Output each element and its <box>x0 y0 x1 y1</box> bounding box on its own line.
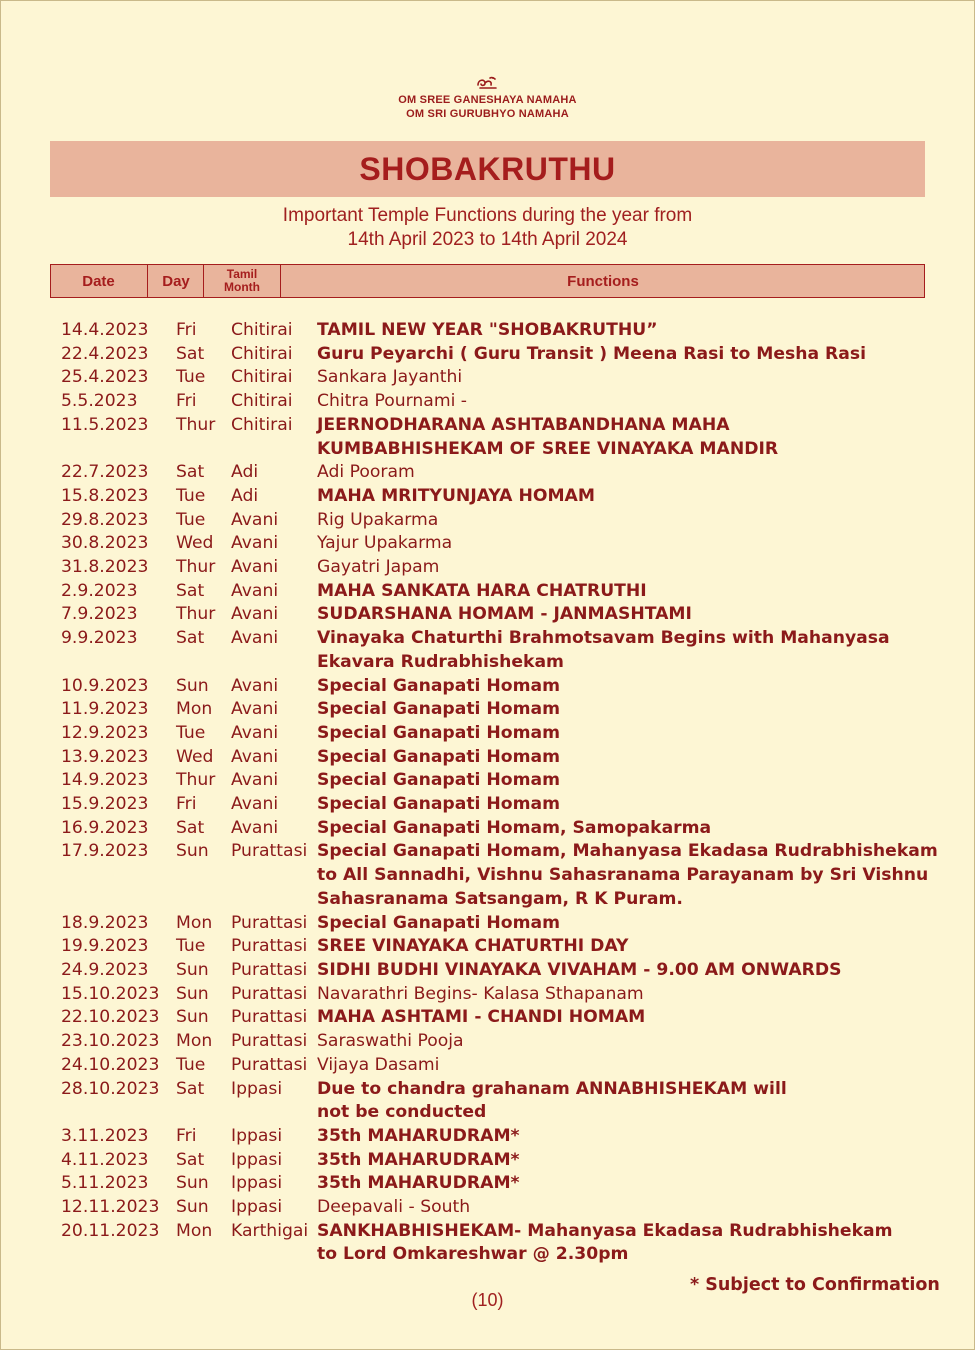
row-month: Purattasi <box>231 936 308 957</box>
row-day: Fri <box>176 391 197 412</box>
row-date: 22.4.2023 <box>61 343 149 364</box>
row-function: Saraswathi Pooja <box>317 1031 464 1052</box>
row-date: 18.9.2023 <box>61 912 149 933</box>
row-month: Avani <box>231 817 279 838</box>
row-month: Chitirai <box>231 391 293 412</box>
header-tamil-month-line2: Month <box>224 280 260 294</box>
row-function: Deepavali - South <box>317 1197 471 1218</box>
row-function: MAHA SANKATA HARA CHATRUTHI <box>317 580 647 601</box>
row-day: Thur <box>176 604 216 625</box>
table-row <box>61 1243 941 1267</box>
row-day: Tue <box>176 485 206 506</box>
row-function: 35th MAHARUDRAM* <box>317 1149 520 1170</box>
row-day: Tue <box>176 1054 206 1075</box>
row-day: Thur <box>176 770 216 791</box>
row-month: Purattasi <box>231 841 308 862</box>
row-function: Special Ganapati Homam <box>317 746 561 767</box>
table-header <box>50 264 925 298</box>
row-month <box>231 438 317 462</box>
header-tamil-month <box>203 265 280 297</box>
header-tamil-month-line1: Tamil <box>226 267 258 281</box>
table-row <box>61 366 941 390</box>
row-date: 29.8.2023 <box>61 509 149 530</box>
row-month: Adi <box>231 485 259 506</box>
row-month: Chitirai <box>231 343 293 364</box>
row-date: 11.5.2023 <box>61 414 149 435</box>
row-month: Avani <box>231 628 279 649</box>
row-function: JEERNODHARANA ASHTABANDHANA MAHA <box>317 414 730 435</box>
row-date: 28.10.2023 <box>61 1078 160 1099</box>
row-day: Wed <box>176 533 214 554</box>
row-month: Avani <box>231 533 279 554</box>
row-date <box>61 651 176 675</box>
row-date: 10.9.2023 <box>61 675 149 696</box>
row-day: Sun <box>176 1007 209 1028</box>
subtitle-line-1: Important Temple Functions during the year from <box>282 205 693 226</box>
row-date: 31.8.2023 <box>61 557 149 578</box>
row-function: Special Ganapati Homam <box>317 770 561 791</box>
row-function: TAMIL NEW YEAR "SHOBAKRUTHU” <box>317 320 658 340</box>
table-row <box>61 461 941 485</box>
row-function: to All Sannadhi, Vishnu Sahasranama Parayanam by Sri Vishnu <box>317 865 929 886</box>
row-day <box>176 1101 231 1125</box>
table-row <box>61 580 941 604</box>
confirmation-note: * Subject to Confirmation <box>690 1275 940 1295</box>
row-date: 22.7.2023 <box>61 462 149 483</box>
row-day: Sat <box>176 628 205 649</box>
row-month: Avani <box>231 604 279 625</box>
row-month: Chitirai <box>231 320 293 340</box>
row-date: 5.5.2023 <box>61 391 138 412</box>
table-row <box>61 1078 941 1102</box>
page-title: SHOBAKRUTHU <box>359 150 616 187</box>
row-date <box>61 438 176 462</box>
table-row <box>61 959 941 983</box>
row-day: Tue <box>176 936 206 957</box>
row-month: Avani <box>231 746 279 767</box>
row-month: Purattasi <box>231 912 308 933</box>
row-date: 24.10.2023 <box>61 1054 160 1075</box>
row-month: Avani <box>231 770 279 791</box>
row-function: 35th MAHARUDRAM* <box>317 1173 520 1194</box>
row-day: Mon <box>176 1031 213 1052</box>
table-row <box>61 485 941 509</box>
row-function: Gayatri Japam <box>317 557 440 578</box>
row-date: 3.11.2023 <box>61 1125 149 1146</box>
row-function: Chitra Pournami - <box>317 391 468 412</box>
row-day: Sun <box>176 959 209 980</box>
table-row <box>61 1125 941 1149</box>
row-month: Ippasi <box>231 1149 283 1170</box>
row-date: 16.9.2023 <box>61 817 149 838</box>
row-function: KUMBABHISHEKAM OF SREE VINAYAKA MANDIR <box>317 438 779 459</box>
row-function: Ekavara Rudrabhishekam <box>317 651 564 672</box>
row-month: Purattasi <box>231 959 308 980</box>
row-date: 9.9.2023 <box>61 628 138 649</box>
row-day: Sun <box>176 983 209 1004</box>
row-function: Navarathri Begins- Kalasa Sthapanam <box>317 983 644 1004</box>
row-date: 19.9.2023 <box>61 936 149 957</box>
row-date: 24.9.2023 <box>61 959 149 980</box>
table-row <box>61 675 941 699</box>
header-day: Day <box>147 265 204 297</box>
row-day: Sat <box>176 580 205 601</box>
row-date <box>61 1243 176 1267</box>
row-function: Special Ganapati Homam <box>317 912 561 933</box>
title-band <box>50 141 925 197</box>
table-row <box>61 438 941 462</box>
table-row <box>61 912 941 936</box>
row-function: Sankara Jayanthi <box>317 367 463 388</box>
row-month: Purattasi <box>231 1007 308 1028</box>
row-day: Sat <box>176 1149 205 1170</box>
row-day: Fri <box>176 1125 197 1146</box>
row-day <box>176 888 231 912</box>
row-function: Special Ganapati Homam, Samopakarma <box>317 817 712 838</box>
table-row <box>61 603 941 627</box>
row-month: Ippasi <box>231 1197 283 1218</box>
table-row <box>61 414 941 438</box>
row-month: Avani <box>231 509 279 530</box>
mantra-line-2: OM SRI GURUBHYO NAMAHA <box>406 108 569 120</box>
row-day: Thur <box>176 414 216 435</box>
row-month: Ippasi <box>231 1125 283 1146</box>
row-month: Avani <box>231 675 279 696</box>
table-row <box>61 1149 941 1173</box>
row-day <box>176 438 231 462</box>
row-day: Sat <box>176 817 205 838</box>
row-date: 15.9.2023 <box>61 794 149 815</box>
row-day: Mon <box>176 912 213 933</box>
row-function: Guru Peyarchi ( Guru Transit ) Meena Rasi to Mesha Rasi <box>317 343 866 364</box>
row-day: Thur <box>176 557 216 578</box>
row-function: Yajur Upakarma <box>317 533 453 554</box>
row-day <box>176 864 231 888</box>
row-function: Special Ganapati Homam <box>317 699 561 720</box>
row-month: Ippasi <box>231 1078 283 1099</box>
row-day: Fri <box>176 794 197 815</box>
row-day: Tue <box>176 367 206 388</box>
row-day: Fri <box>176 320 197 340</box>
table-row <box>61 343 941 367</box>
row-function: SREE VINAYAKA CHATURTHI DAY <box>317 936 629 957</box>
row-day: Mon <box>176 699 213 720</box>
row-date: 14.4.2023 <box>61 320 149 340</box>
row-date: 22.10.2023 <box>61 1007 160 1028</box>
table-row <box>61 746 941 770</box>
subtitle-line-2: 14th April 2023 to 14th April 2024 <box>347 229 628 250</box>
table-row <box>61 390 941 414</box>
functions-table-body <box>61 319 941 1267</box>
row-date: 2.9.2023 <box>61 580 138 601</box>
row-function: Rig Upakarma <box>317 509 439 530</box>
row-day: Sun <box>176 1173 209 1194</box>
table-row <box>61 1054 941 1078</box>
row-month: Chitirai <box>231 367 293 388</box>
row-month: Avani <box>231 699 279 720</box>
row-date: 12.9.2023 <box>61 722 149 743</box>
row-day <box>176 651 231 675</box>
row-month: Karthigai <box>231 1220 309 1241</box>
row-date: 15.8.2023 <box>61 485 149 506</box>
row-date: 15.10.2023 <box>61 983 160 1004</box>
row-date: 25.4.2023 <box>61 367 149 388</box>
row-month: Ippasi <box>231 1173 283 1194</box>
row-month: Purattasi <box>231 1054 308 1075</box>
row-function: Special Ganapati Homam <box>317 722 561 743</box>
table-row <box>61 1172 941 1196</box>
table-row <box>61 532 941 556</box>
row-date: 30.8.2023 <box>61 533 149 554</box>
row-date: 4.11.2023 <box>61 1149 149 1170</box>
table-row <box>61 1196 941 1220</box>
table-row <box>61 935 941 959</box>
row-date: 23.10.2023 <box>61 1031 160 1052</box>
row-date <box>61 888 176 912</box>
om-symbol-icon <box>476 76 498 90</box>
row-month: Purattasi <box>231 983 308 1004</box>
mantra-line-1: OM SREE GANESHAYA NAMAHA <box>398 94 577 106</box>
table-row <box>61 627 941 651</box>
row-function: SUDARSHANA HOMAM - JANMASHTAMI <box>317 604 692 625</box>
table-row <box>61 864 941 888</box>
table-row <box>61 769 941 793</box>
row-function: Special Ganapati Homam <box>317 794 561 815</box>
table-row <box>61 793 941 817</box>
table-row <box>61 651 941 675</box>
row-day: Sun <box>176 1197 209 1218</box>
row-function: to Lord Omkareshwar @ 2.30pm <box>317 1244 629 1265</box>
row-function: SIDHI BUDHI VINAYAKA VIVAHAM - 9.00 AM ONWARDS <box>317 959 842 980</box>
row-function: Special Ganapati Homam, Mahanyasa Ekadasa Rudrabhishekam <box>317 841 938 862</box>
table-row <box>61 556 941 580</box>
row-day: Sat <box>176 1078 205 1099</box>
row-function: 35th MAHARUDRAM* <box>317 1125 520 1146</box>
row-month: Avani <box>231 794 279 815</box>
row-month <box>231 651 317 675</box>
row-month: Adi <box>231 462 259 483</box>
row-date: 7.9.2023 <box>61 604 138 625</box>
row-month: Chitirai <box>231 414 293 435</box>
row-day: Wed <box>176 746 214 767</box>
row-day: Mon <box>176 1220 213 1241</box>
row-day: Tue <box>176 509 206 530</box>
row-date: 5.11.2023 <box>61 1173 149 1194</box>
table-row <box>61 509 941 533</box>
row-day: Sat <box>176 343 205 364</box>
row-date <box>61 864 176 888</box>
row-date <box>61 1101 176 1125</box>
row-function: Special Ganapati Homam <box>317 675 561 696</box>
table-row <box>61 1006 941 1030</box>
row-function: Vinayaka Chaturthi Brahmotsavam Begins with Mahanyasa <box>317 628 890 649</box>
table-row <box>61 319 941 343</box>
row-month <box>231 864 317 888</box>
header-functions: Functions <box>280 265 925 297</box>
row-day: Sun <box>176 675 209 696</box>
row-date: 14.9.2023 <box>61 770 149 791</box>
row-function: not be conducted <box>317 1102 487 1123</box>
table-row <box>61 722 941 746</box>
row-month <box>231 1101 317 1125</box>
row-date: 11.9.2023 <box>61 699 149 720</box>
row-month: Avani <box>231 557 279 578</box>
row-month <box>231 888 317 912</box>
table-row <box>61 1101 941 1125</box>
page-number: (10) <box>471 1290 504 1310</box>
row-month: Purattasi <box>231 1031 308 1052</box>
row-function: Due to chandra grahanam ANNABHISHEKAM will <box>317 1078 787 1099</box>
row-month: Avani <box>231 722 279 743</box>
row-month: Avani <box>231 580 279 601</box>
row-function: Adi Pooram <box>317 462 415 483</box>
row-date: 20.11.2023 <box>61 1220 160 1241</box>
row-function: MAHA MRITYUNJAYA HOMAM <box>317 485 595 506</box>
header-date: Date <box>82 272 115 290</box>
row-day: Sun <box>176 841 209 862</box>
row-day: Sat <box>176 462 205 483</box>
table-row <box>61 1220 941 1244</box>
table-row <box>61 888 941 912</box>
table-row <box>61 840 941 864</box>
row-function: MAHA ASHTAMI - CHANDI HOMAM <box>317 1007 646 1028</box>
row-date: 13.9.2023 <box>61 746 149 767</box>
row-month <box>231 1243 317 1267</box>
table-row <box>61 817 941 841</box>
row-function: SANKHABHISHEKAM- Mahanyasa Ekadasa Rudrabhishekam <box>317 1220 893 1241</box>
row-day: Tue <box>176 722 206 743</box>
row-function: Sahasranama Satsangam, R K Puram. <box>317 888 683 909</box>
row-function: Vijaya Dasami <box>317 1054 440 1075</box>
table-row <box>61 983 941 1007</box>
table-row <box>61 1030 941 1054</box>
row-date: 17.9.2023 <box>61 841 149 862</box>
row-date: 12.11.2023 <box>61 1197 160 1218</box>
table-row <box>61 698 941 722</box>
row-day <box>176 1243 231 1267</box>
